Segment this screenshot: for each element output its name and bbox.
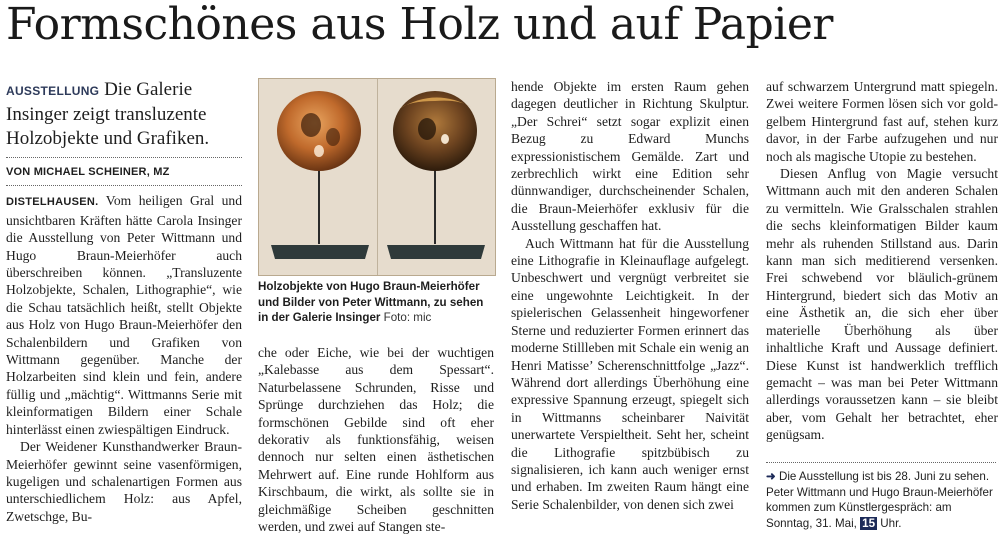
paragraph: Auch Wittmann hat für die Ausstellung eine Lithografie in Kleinauflage aufgelegt. Unbeschwert und vergnügt verbreitet sie eine ungewohnte Leichtigkeit. In der spielerischen Gelassenheit hingeworfener Sterne und reduzierter Formen erinnert das moderne Stillleben mit Schale ein wenig an Henri Matisse’ Scherenschnittfolge „Jazz“. Während dort allerdings Überhöhung eine expressive Spannung erzeugt, spiegelt sich in Wittmanns scheinbarer Naivität unerwartete Verspieltheit. Seht her, scheint die Lithografie spitzbübisch zu signalisieren, ich kann auch weniger ernst und erhaben. Im zweiten Raum hängt eine Serie Schalenbilder, von denen sich zwei (511, 235, 749, 512)
time-number: 15 (862, 516, 876, 530)
arrow-icon: ➜ (766, 470, 776, 483)
kicker: AUSSTELLUNG (6, 84, 100, 98)
paragraph: hende Objekte im ersten Raum gehen dagegen deutlicher in Richtung Skulptur. „Der Schrei“ setzt sogar explizit einen Bezug zu Edward Munchs expressionistischem Gemälde. Zart und zerbrechlich wirkt eine Edition sehr dünnwandiger, durchscheinender Schalen, die Braun-Meierhöfer exklusiv für die Ausstellung geschaffen hat. (511, 79, 749, 234)
article-column-1 (6, 78, 242, 525)
article-column-4 (766, 78, 998, 444)
divider (766, 462, 996, 463)
stand-base (387, 245, 485, 259)
photo-caption (258, 279, 496, 326)
paragraph-text: Vom heiligen Gral und unsichtbaren Kräften hätte Carola Insinger die Ausstellung von Peter Wittmann und Hugo Braun-Meierhöfer auch überschreiben können. „Transluzente Holzobjekte, Schalen, Lithographie“, wie die Schau tatsächlich heißt, stellt Objekte aus Holz von Hugo Braun-Meierhöfer den Schalenbildern und Grafiken von Wittmann gegenüber. Manche der Holzarbeiten sind klein und fein, andere füllig und „mächtig“. Wittmanns Serie mit kleinformatigen Bildern einer Schale hinterlässt einen zwiespältigen Eindruck. (6, 193, 243, 437)
paragraph: Der Weidener Kunsthandwerker Braun-Meierhöfer gewinnt seine vasenförmigen, kugeligen und schalenartigen Formen aus unterschiedlichem Holz: aus Apfel, Zwetschge, Bu- (6, 439, 242, 524)
article-column-2 (258, 344, 494, 535)
info-box (766, 462, 996, 531)
lead-text: Die Galerie Insinger zeigt transluzente Holzobjekte und Grafiken. (6, 79, 210, 149)
paragraph: che oder Eiche, wie bei der wuchtigen „Kalebasse aus dem Spessart“. Naturbelassene Schrunden, Risse und Sprünge durchziehen das Holz; die formschönen Gebilde sind oft eher dekorativ als funktionsfähig, weisen dennoch nur selten einen ästhetischen Mehrwert auf. Eine runde Hohlform aus Kirschbaum, die wirkt, als sollte sie in gleichmäßige Scheiben geschnitten werden, und zwei auf Stangen ste- (258, 345, 494, 535)
headline: Formschönes aus Holz und auf Papier (6, 0, 833, 50)
time-unit: Uhr. (880, 516, 902, 530)
byline: VON MICHAEL SCHEINER, MZ (6, 157, 242, 186)
photo-credit: Foto: mic (383, 311, 432, 324)
paragraph: Diesen Anflug von Magie versucht Wittmann auch mit den anderen Schalen zu vermitteln. Wie Gralsschalen strahlen die sechs kleinformatigen Bilder kaum mehr als ruhenden Stillstand aus. Darin kann man sich meditierend versenken. Frei schwebend vor bläulich-grünem Hintergrund, biedert sich das Motiv an eine Ästhetik an, die sich eher über materielle Überhöhung als über inhaltliche Kraft und Aussage definiert. Diese Kunst ist handwerklich trefflich gemacht – was man bei Peter Wittmann allerdings voraussetzen kann – sie bleibt aber, vom Gehalt her betrachtet, eher genügsam. (766, 166, 998, 443)
caption-text: Holzobjekte von Hugo Braun-Meierhöfer und Bilder von Peter Wittmann, zu sehen in der Galerie Insinger (258, 280, 484, 324)
info-text: Die Ausstellung ist bis 28. Juni zu sehen. Peter Wittmann und Hugo Braun-Meierhöfer kommen zum Künstlergespräch: am Sonntag, 31. Mai, (766, 470, 993, 530)
photo-divider (377, 79, 378, 275)
article-column-3 (511, 78, 749, 513)
paragraph (6, 192, 242, 438)
stand-base (271, 245, 369, 259)
lead-block (6, 78, 242, 151)
article-photo (258, 78, 496, 276)
paragraph: auf schwarzem Untergrund matt spiegeln. Zwei weitere Formen lösen sich vor gold-gelbem Hintergrund fast auf, stehen kurz davor, in der Farbe aufzugehen und nur noch als magische Utopie zu bestehen. (766, 79, 998, 164)
dateline: DISTELHAUSEN. (6, 196, 99, 209)
